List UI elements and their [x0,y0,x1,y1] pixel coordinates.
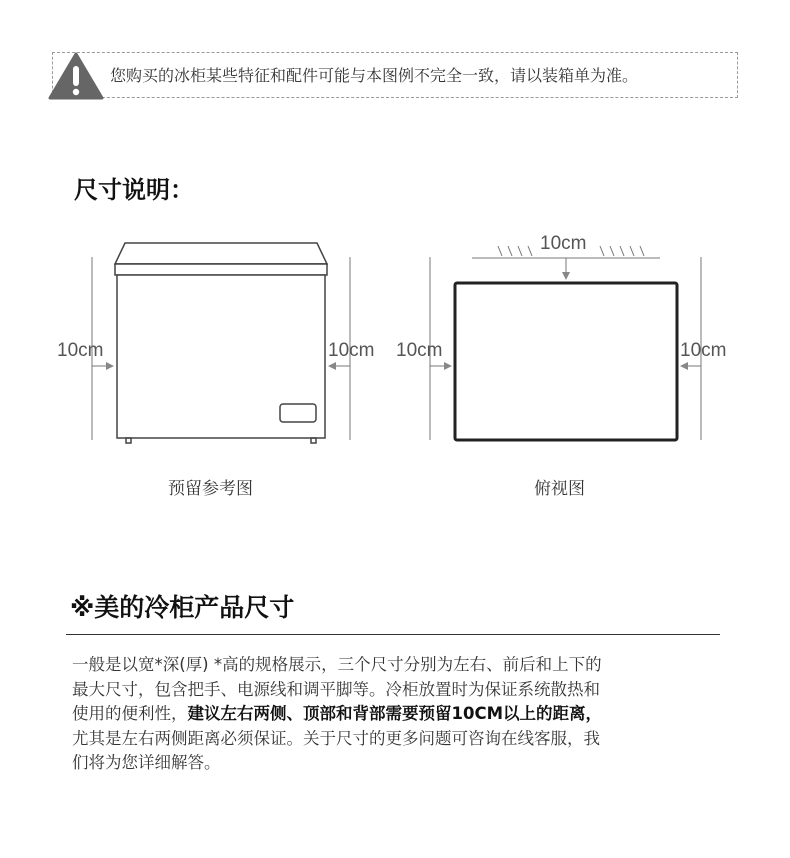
para-line-4: 尤其是左右两侧距离必须保证。关于尺寸的更多问题可咨询在线客服，我 [72,728,600,748]
front-view-caption: 预留参考图 [168,479,253,499]
front-view-freezer [115,243,327,443]
size-description-paragraph [72,653,732,776]
midea-section-title: ※美的冷柜产品尺寸 [70,593,295,622]
front-right-clearance-label: 10cm [328,340,375,361]
top-view-caption: 俯视图 [534,479,585,499]
top-top-clearance-label: 10cm [540,233,587,254]
top-left-clearance-label: 10cm [396,340,443,361]
para-line-5: 们将为您详细解答。 [72,753,221,772]
front-left-clearance-label: 10cm [57,340,104,361]
top-view-freezer [455,283,677,440]
para-line-3-emphasis: 建议左右两侧、顶部和背部需要预留10CM以上的距离， [187,704,602,723]
warning-triangle-icon [48,52,104,100]
para-line-3 [72,702,732,727]
notice-text: 您购买的冰柜某些特征和配件可能与本图例不完全一致，请以装箱单为准。 [110,66,639,85]
size-section-title: 尺寸说明： [74,176,194,204]
clearance-diagram [0,220,790,460]
para-line-1: 一般是以宽*深(厚) *高的规格展示，三个尺寸分别为左右、前后和上下的 [72,655,602,674]
top-right-clearance-label: 10cm [680,340,727,361]
para-line-2: 最大尺寸，包含把手、电源线和调平脚等。冷柜放置时为保证系统散热和 [72,679,600,699]
section-divider [66,634,720,635]
para-line-3-normal: 使用的便利性， [72,704,188,723]
